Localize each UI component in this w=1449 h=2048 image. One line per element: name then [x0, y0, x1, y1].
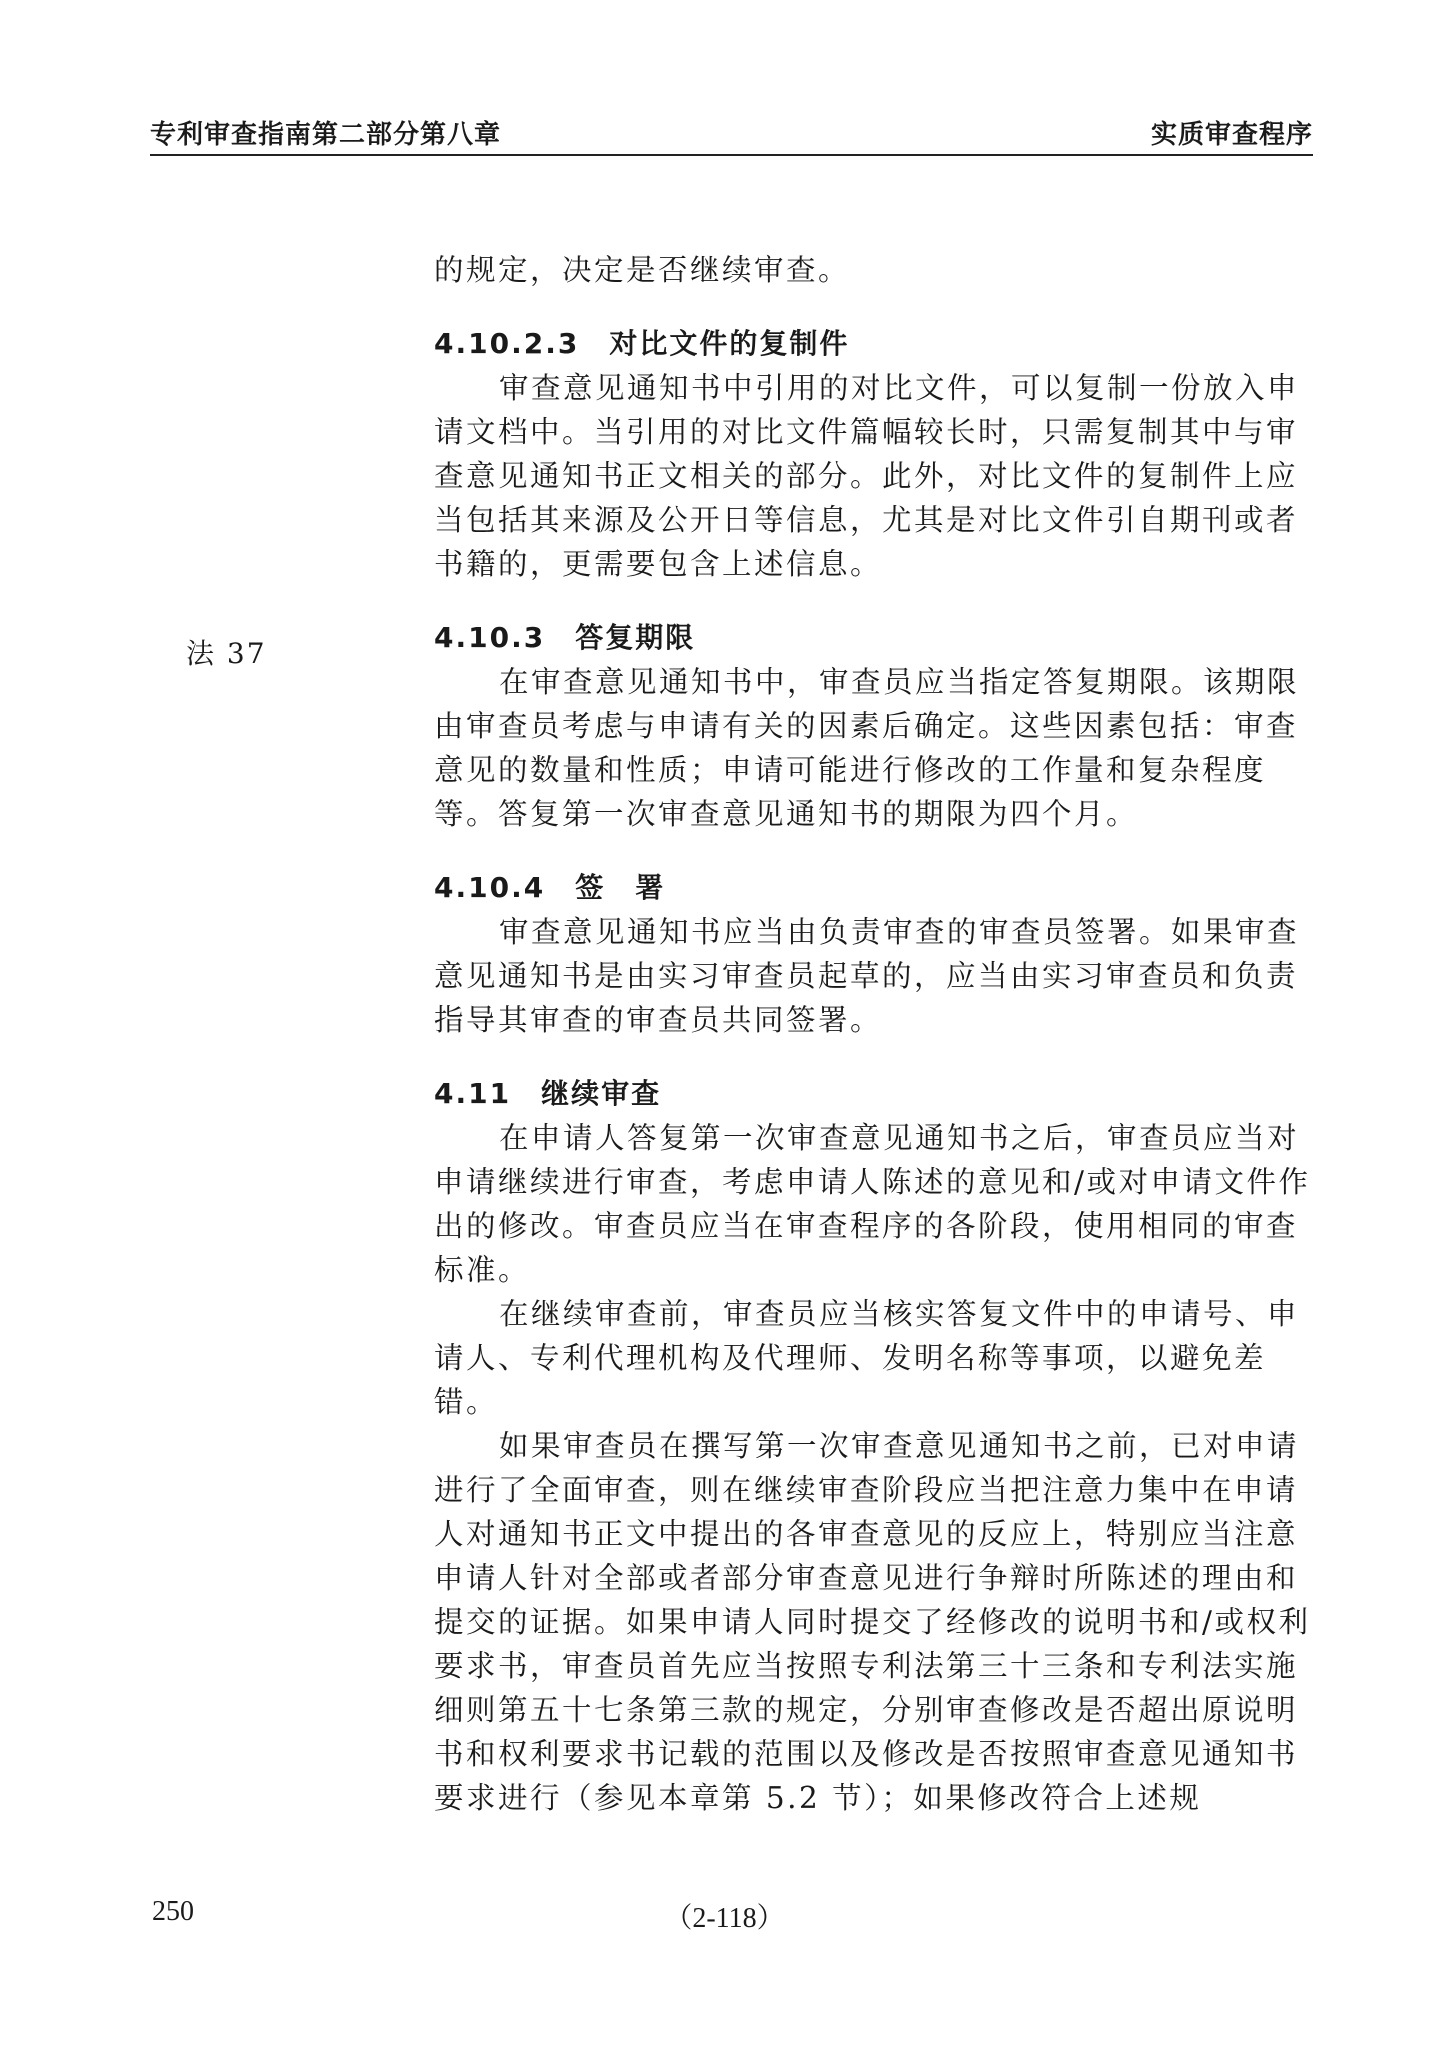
- paragraph: 如果审查员在撰写第一次审查意见通知书之前，已对申请进行了全面审查，则在继续审查阶段应当把注意力集中在申请人对通知书正文中提出的各审查意见的反应上，特别应当注意申请人针对全部或者部分审查意见进行争辩时所陈述的理由和提交的证据。如果申请人同时提交了经修改的说明书和/或权利要求书，审查员首先应当按照专利法第三十三条和专利法实施细则第五十七条第三款的规定，分别审查修改是否超出原说明书和权利要求书记载的范围以及修改是否按照审查意见通知书要求进行（参见本章第 5.2 节）；如果修改符合上述规: [434, 1429, 1311, 1815]
- section-title: 继续审查: [541, 1077, 662, 1110]
- section-number: 4.10.4: [434, 871, 546, 904]
- header-chapter-title: 专利审查指南第二部分第八章: [150, 120, 502, 150]
- section-heading-4-10-2-3: [434, 322, 1314, 366]
- section-number: 4.10.2.3: [434, 327, 580, 360]
- section-number: 4.11: [434, 1077, 512, 1110]
- header-section-title: 实质审查程序: [1150, 120, 1313, 150]
- page-header: [150, 108, 1313, 156]
- margin-law-reference: 法 37: [186, 637, 267, 670]
- section-title: 签 署: [575, 871, 666, 904]
- section-heading-4-10-3: [434, 616, 1314, 660]
- section-title: 答复期限: [575, 621, 696, 654]
- paragraph: 审查意见通知书应当由负责审查的审查员签署。如果审查意见通知书是由实习审查员起草的，应当由实习审查员和负责指导其审查的审查员共同签署。: [434, 915, 1300, 1037]
- footer-section-page: （2-118）: [664, 1903, 785, 1934]
- intro-paragraph: 的规定，决定是否继续审查。: [434, 253, 851, 287]
- page-number: 250: [152, 1896, 194, 1927]
- paragraph: 在继续审查前，审查员应当核实答复文件中的申请号、申请人、专利代理机构及代理师、发明名称等事项，以避免差错。: [434, 1297, 1300, 1419]
- section-heading-4-10-4: [434, 866, 1314, 910]
- paragraph: 在审查意见通知书中，审查员应当指定答复期限。该期限由审查员考虑与申请有关的因素后确定。这些因素包括：审查意见的数量和性质；申请可能进行修改的工作量和复杂程度等。答复第一次审查意见通知书的期限为四个月。: [434, 665, 1300, 831]
- paragraph: 审查意见通知书中引用的对比文件，可以复制一份放入申请文档中。当引用的对比文件篇幅较长时，只需复制其中与审查意见通知书正文相关的部分。此外，对比文件的复制件上应当包括其来源及公开日等信息，尤其是对比文件引自期刊或者书籍的，更需要包含上述信息。: [434, 371, 1300, 581]
- section-title: 对比文件的复制件: [609, 327, 850, 360]
- page-body: [434, 248, 1314, 1820]
- section-number: 4.10.3: [434, 621, 546, 654]
- paragraph: 在申请人答复第一次审查意见通知书之后，审查员应当对申请继续进行审查，考虑申请人陈述的意见和/或对申请文件作出的修改。审查员应当在审查程序的各阶段，使用相同的审查标准。: [434, 1121, 1311, 1287]
- section-heading-4-11: [434, 1072, 1314, 1116]
